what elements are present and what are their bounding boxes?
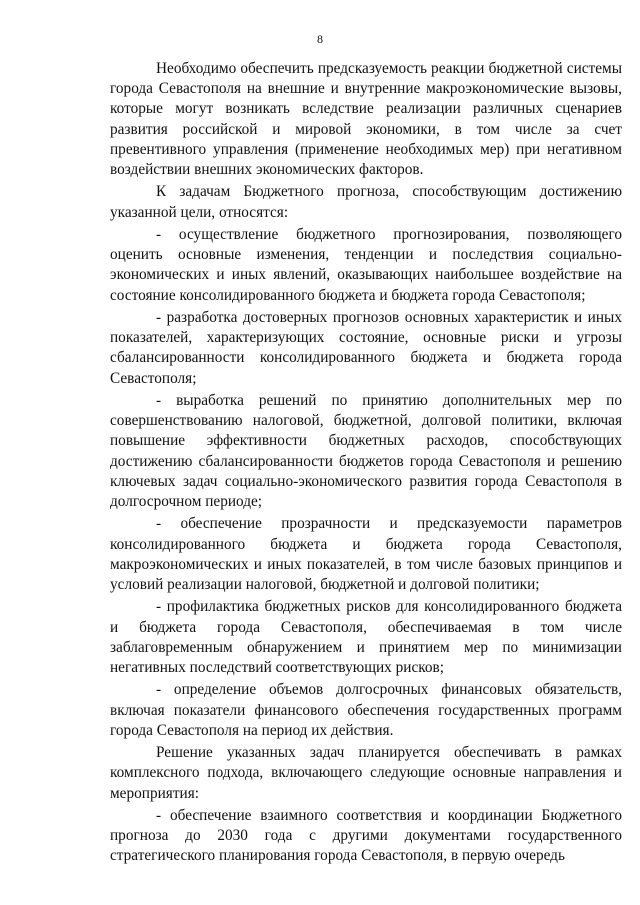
list-item-risk-prevention: - профилактика бюджетных рисков для консолидированного бюджета и бюджета города Севастополя, обеспечиваемая в том числе заблаговременным обнаружением и принятием мер по минимизации негативных последствий соответствующих рисков; [110,598,622,677]
list-item-long-term-obligations: - определение объемов долгосрочных финансовых обязательств, включая показатели финансового обеспечения государственных программ города Севастополя на период их действия. [110,681,622,739]
list-item-transparency: - обеспечение прозрачности и предсказуемости параметров консолидированного бюджета и бюджета города Севастополя, макроэкономических и иных показателей, в том числе базовых принципов и условий реализации налоговой, бюджетной и долговой политики; [110,515,622,594]
paragraph-tasks-intro: К задачам Бюджетного прогноза, способствующим достижению указанной цели, относятся: [110,183,622,221]
paragraph-solution-approach: Решение указанных задач планируется обеспечивать в рамках комплексного подхода, включающего следующие основные направления и мероприятия: [110,744,622,802]
body-text [110,59,622,869]
list-item-reliable-forecasts: - разработка достоверных прогнозов основных характеристик и иных показателей, характеризующих состояние, основные риски и угрозы сбалансированности консолидированного бюджета и бюджета города Севастополя; [110,309,622,387]
list-item-additional-measures: - выработка решений по принятию дополнительных мер по совершенствованию налоговой, бюджетной, долговой политики, включая повышение эффективности бюджетных расходов, способствующих достижению сбалансированности бюджетов города Севастополя и решению ключевых задач социально-экономического развития города Севастополя в долгосрочном периоде; [110,392,622,511]
list-item-coordination: - обеспечение взаимного соответствия и координации Бюджетного прогноза до 2030 года с другими документами государственного стратегического планирования города Севастополя, в первую очередь [110,807,622,865]
page-number: 8 [317,32,323,46]
list-item-forecasting: - осуществление бюджетного прогнозирования, позволяющего оценить основные изменения, тенденции и последствия социально-экономических и иных явлений, оказывающих наибольшее воздействие на состояние консолидированного бюджета и бюджета города Севастополя; [110,226,622,304]
paragraph-predictability: Необходимо обеспечить предсказуемость реакции бюджетной системы города Севастополя на внешние и внутренние макроэкономические вызовы, которые могут возникать вследствие реализации различных сценариев развития российской и мировой экономики, в том числе за счет превентивного управления (применение необходимых мер) при негативном воздействии внешних экономических факторов. [110,60,622,179]
